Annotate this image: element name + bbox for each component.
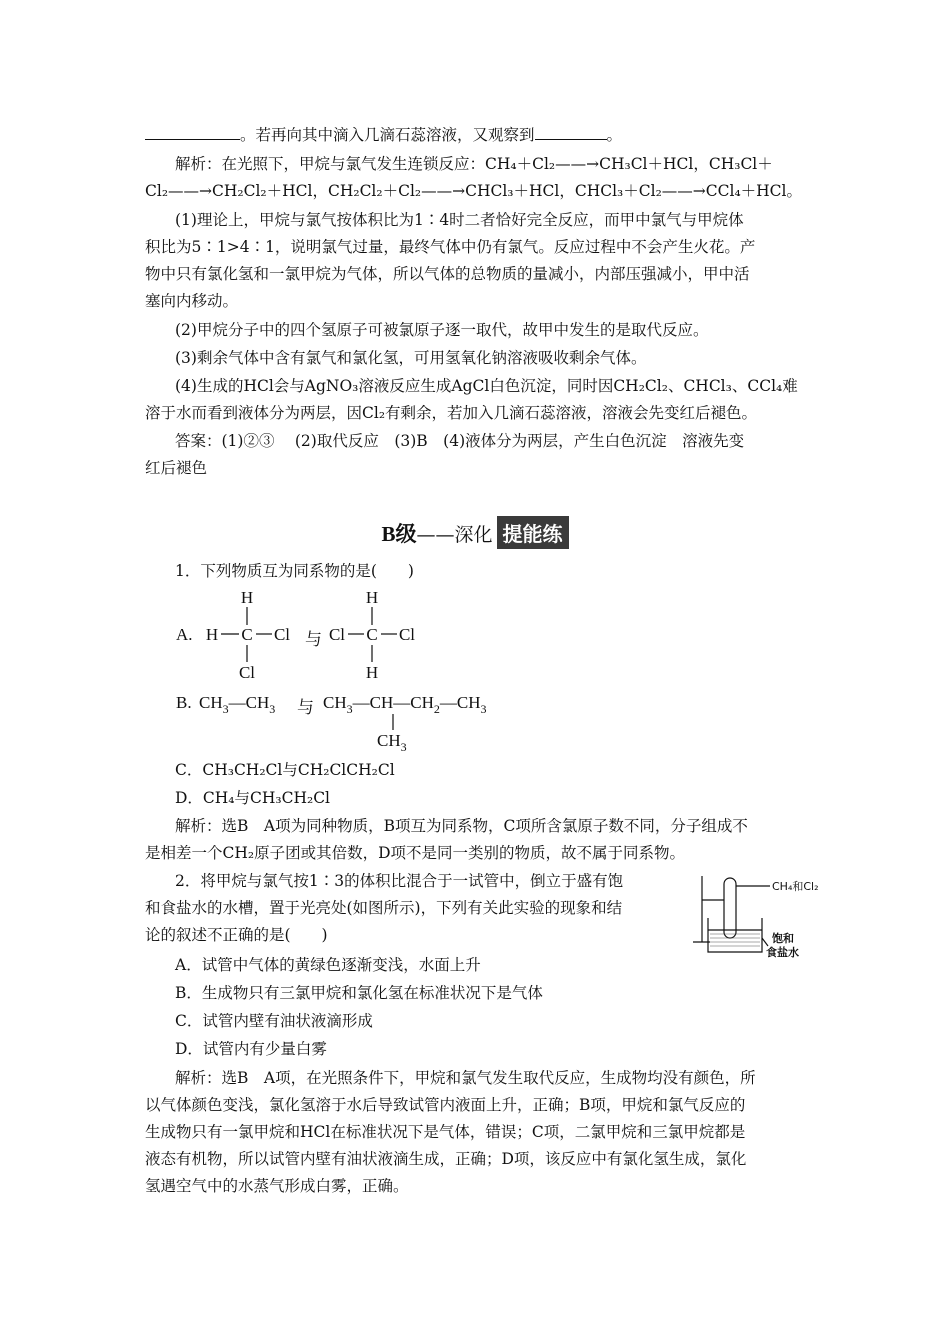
option-b: B．生成物只有三氯甲烷和氯化氢在标准状况下是气体 <box>175 984 543 1002</box>
option-a-label: A. <box>176 625 193 644</box>
solution-label-2: 食盐水 <box>766 946 799 959</box>
text: 。若再向其中滴入几滴石蕊溶液，又观察到 <box>240 126 535 144</box>
option-c: C．试管内壁有油状液滴形成 <box>175 1012 373 1030</box>
paragraph-line: 物中只有氯化氢和一氯甲烷为气体，所以气体的总物质的量减小，内部压强减小，甲中活 <box>145 265 750 283</box>
option-a-and: 与 <box>305 630 322 649</box>
svg-text:C: C <box>241 625 253 644</box>
paragraph-line: (4)生成的HCl会与AgNO₃溶液反应生成AgCl白色沉淀，同时因CH₂Cl₂、CHCl₃、CCl₄难 <box>175 377 798 395</box>
text: 。 <box>606 126 623 144</box>
svg-text:H: H <box>365 588 379 607</box>
blank-line-1 <box>145 125 622 145</box>
svg-text:Cl: Cl <box>398 625 416 644</box>
option-c: C．CH₃CH₂Cl与CH₂ClCH₂Cl <box>175 761 395 779</box>
answer-line: 答案：(1)②③ (2)取代反应 (3)B (4)液体分为两层，产生白色沉淀 溶液先变 <box>175 432 745 450</box>
question-stem: 1．下列物质互为同系物的是( ) <box>175 562 414 580</box>
section-heading <box>0 516 950 549</box>
deepen-label: 深化 <box>454 524 493 546</box>
paragraph-line: 积比为5∶1>4∶1，说明氯气过量，最终气体中仍有氯气。反应过程中不会产生火花。产 <box>145 238 756 256</box>
svg-text:H: H <box>240 588 254 607</box>
svg-text:H: H <box>205 625 219 644</box>
paragraph-line: 溶于水而看到液体分为两层，因Cl₂有剩余，若加入几滴石蕊溶液，溶液会先变红后褪色。 <box>145 404 758 422</box>
question-stem: 和食盐水的水槽，置于光亮处(如图所示)，下列有关此实验的现象和结 <box>145 899 623 917</box>
svg-text:CH3—CH3: $CH_3—CH_3$ <box>199 693 276 716</box>
analysis-line: 生成物只有一氯甲烷和HCl在标准状况下是气体，错误；C项，二氯甲烷和三氯甲烷都是 <box>145 1123 746 1141</box>
analysis-line: 解析：在光照下，甲烷与氯气发生连锁反应：CH₄＋Cl₂——→CH₃Cl＋HCl，CH₃Cl＋ <box>175 155 773 173</box>
option-b-and: 与 <box>297 698 314 717</box>
gas-label: CH₄和Cl₂ <box>772 880 819 893</box>
svg-text:CH3—CH—CH2—CH3: $CH_3—CH—CH_2—CH_3$ <box>323 693 487 716</box>
paragraph-line: 塞向内移动。 <box>145 292 239 310</box>
svg-text:Cl: Cl <box>273 625 291 644</box>
answer-line: 红后褪色 <box>145 459 208 477</box>
apparatus-figure <box>690 870 840 970</box>
blank <box>145 125 240 140</box>
question-stem: 2．将甲烷与氯气按1∶3的体积比混合于一试管中，倒立于盛有饱 <box>175 872 624 890</box>
svg-text:Cl: Cl <box>328 625 346 644</box>
option-a: A．试管中气体的黄绿色逐渐变浅，水面上升 <box>175 956 481 974</box>
solution-label-1: 饱和 <box>772 932 794 945</box>
paragraph-line: (2)甲烷分子中的四个氢原子可被氯原子逐一取代，故甲中发生的是取代反应。 <box>175 321 709 339</box>
svg-text:Cl: Cl <box>238 663 256 682</box>
option-b-structures <box>195 688 525 753</box>
analysis-line: Cl₂——→CH₂Cl₂＋HCl，CH₂Cl₂＋Cl₂——→CHCl₃＋HCl，CHCl₃＋Cl₂——→CCl₄＋HCl。 <box>145 182 803 200</box>
paragraph-line: (3)剩余气体中含有氯气和氯化氢，可用氢氧化钠溶液吸收剩余气体。 <box>175 349 647 367</box>
svg-text:C: C <box>366 625 378 644</box>
svg-text:H: H <box>365 663 379 682</box>
question-stem: 论的叙述不正确的是( ) <box>145 926 328 944</box>
option-d: D．试管内有少量白雾 <box>175 1040 327 1058</box>
analysis-line: 氢遇空气中的水蒸气形成白雾，正确。 <box>145 1177 409 1195</box>
analysis-line: 液态有机物，所以试管内壁有油状液滴生成，正确；D项，该反应中有氯化氢生成，氯化 <box>145 1150 747 1168</box>
analysis-line: 解析：选B A项，在光照条件下，甲烷和氯气发生取代反应，生成物均没有颜色，所 <box>175 1069 756 1087</box>
analysis-line: 是相差一个CH₂原子团或其倍数，D项不是同一类别的物质，故不属于同系物。 <box>145 844 686 862</box>
dash: —— <box>416 524 455 546</box>
level-label: B级 <box>381 522 417 546</box>
svg-text:CH3: $CH_3$ <box>377 731 407 753</box>
analysis-line: 以气体颜色变浅，氯化氢溶于水后导致试管内液面上升，正确；B项，甲烷和氯气反应的 <box>145 1096 746 1114</box>
paragraph-line: (1)理论上，甲烷与氯气按体积比为1∶4时二者恰好完全反应，而甲中氯气与甲烷体 <box>175 211 744 229</box>
option-d: D．CH₄与CH₃CH₂Cl <box>175 789 331 807</box>
option-b-label: B. <box>176 693 192 712</box>
blank <box>535 125 607 140</box>
analysis-line: 解析：选B A项为同种物质，B项互为同系物，C项所含氯原子数不同，分子组成不 <box>175 817 748 835</box>
boxed-title: 提能练 <box>497 516 569 549</box>
